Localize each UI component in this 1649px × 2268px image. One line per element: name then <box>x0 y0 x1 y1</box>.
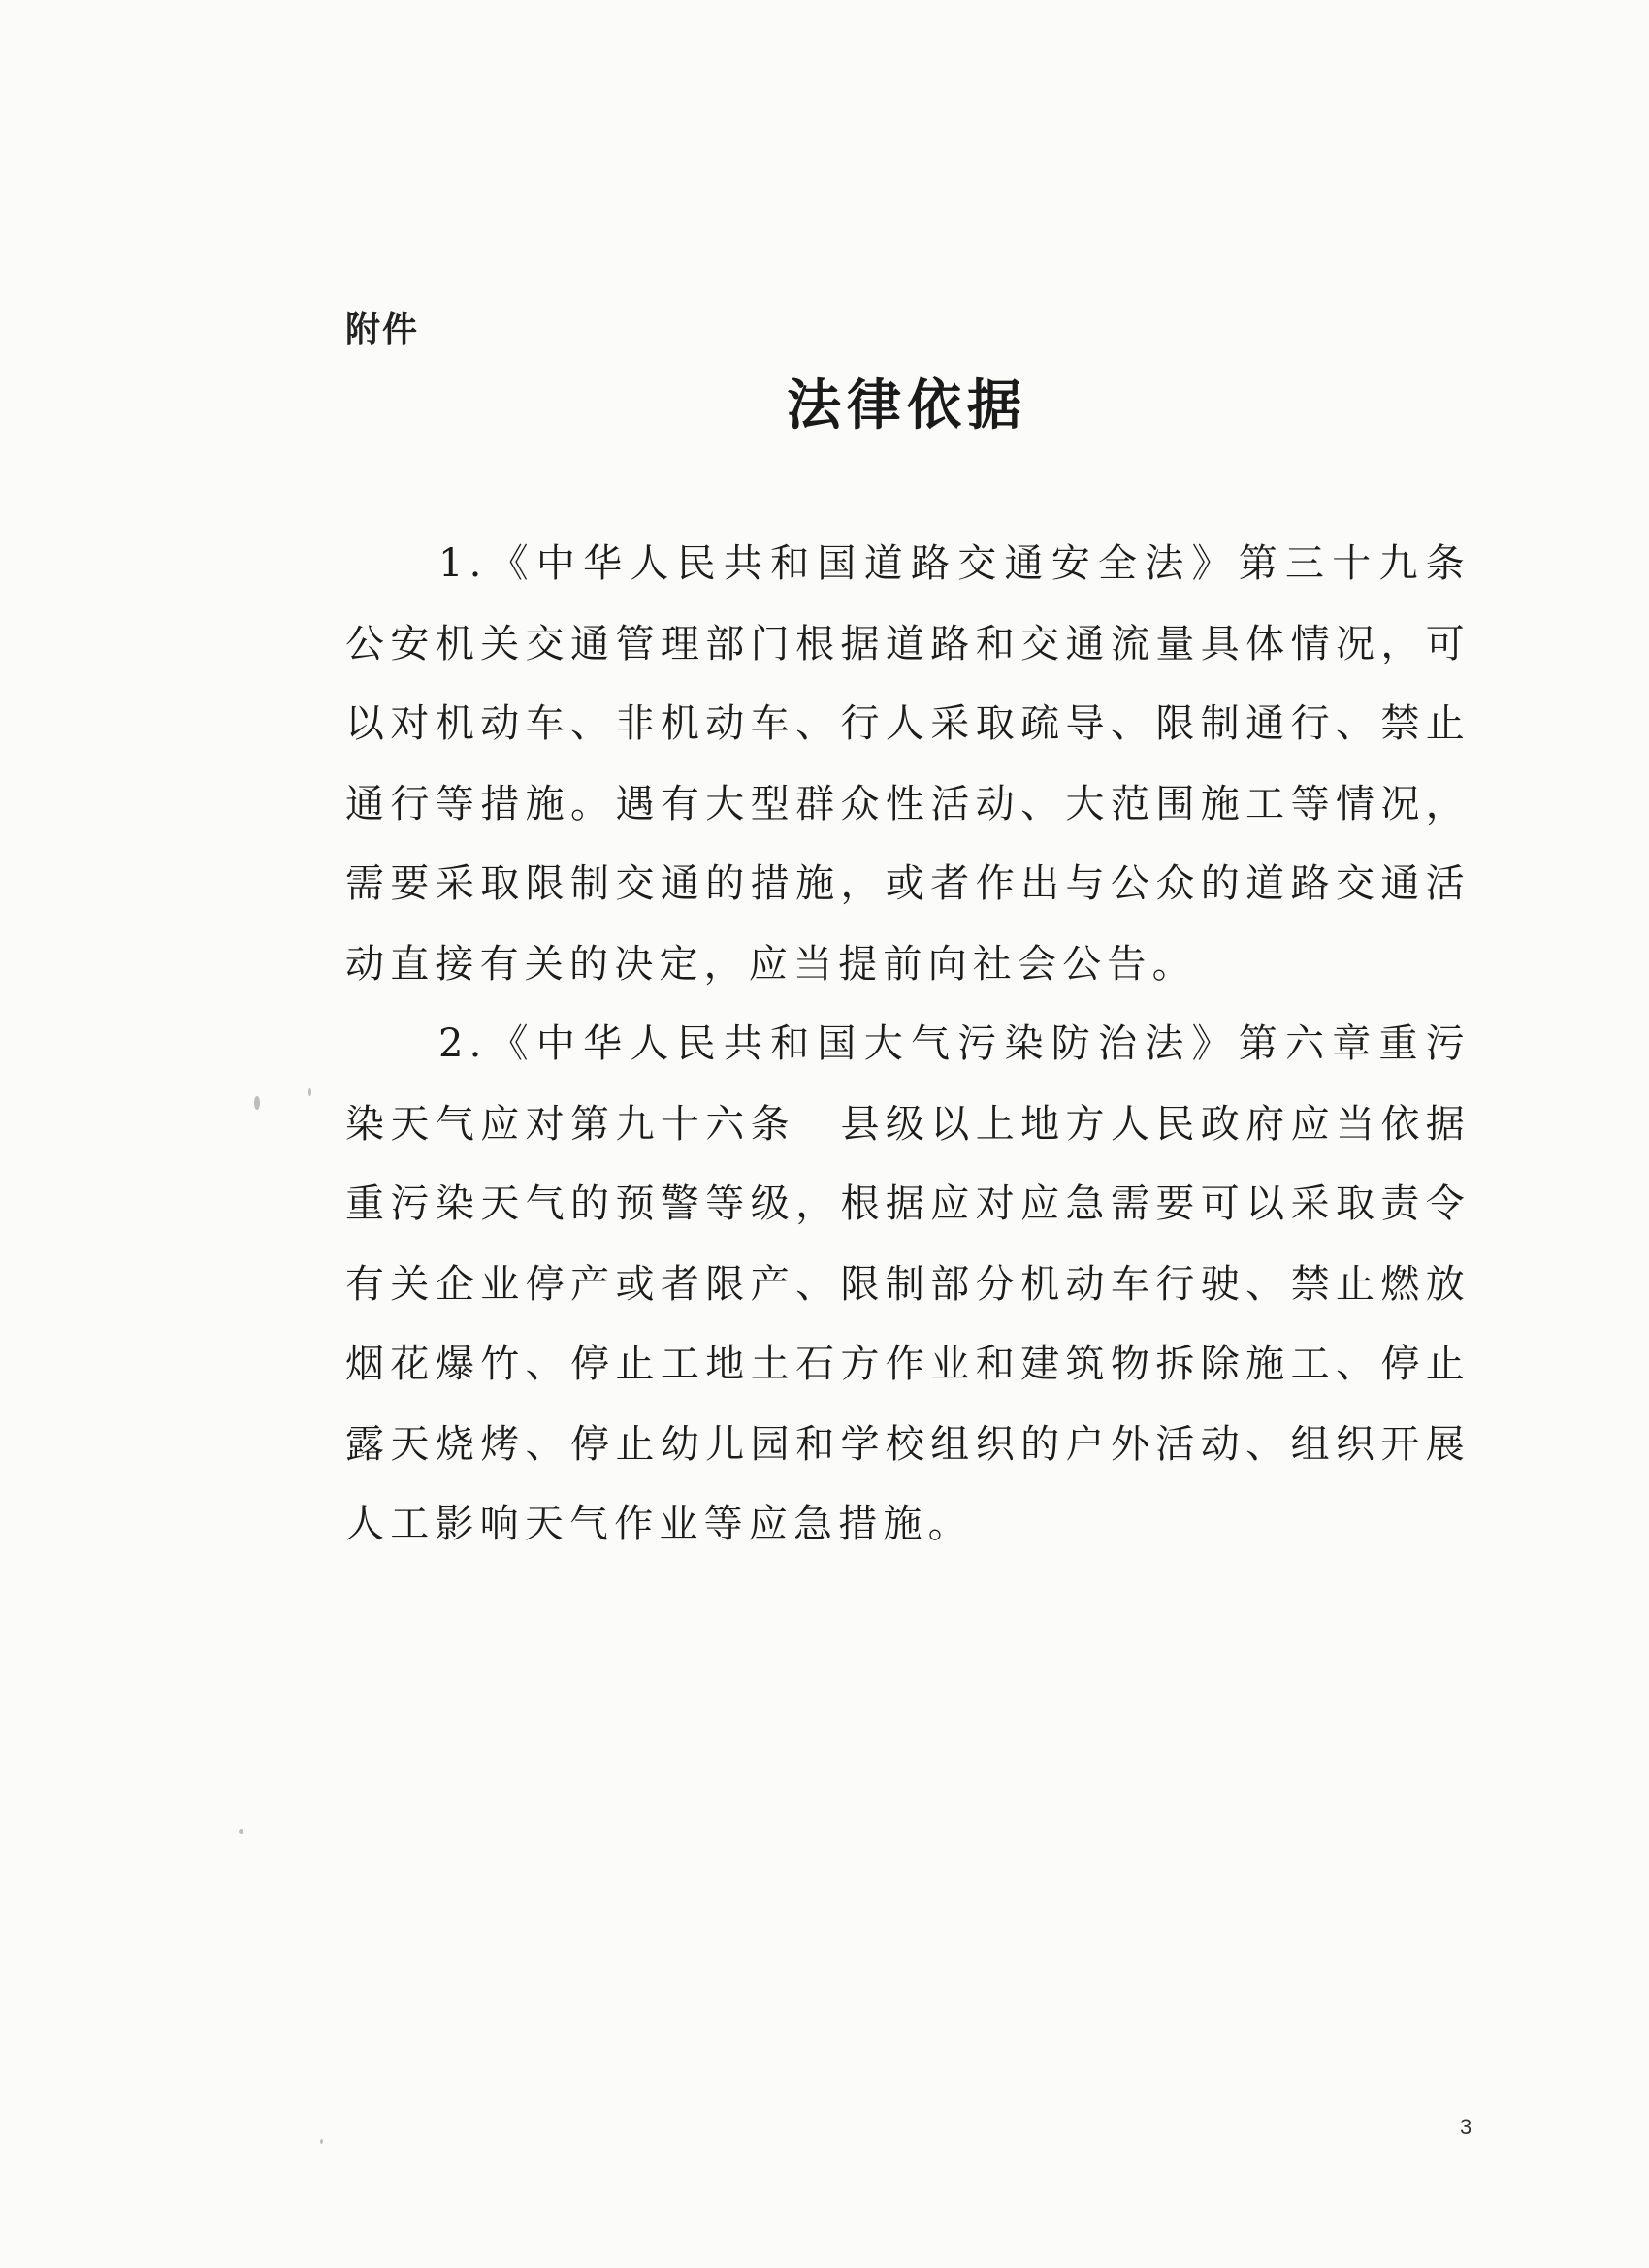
scan-speck <box>254 1096 260 1110</box>
document-title: 法律依据 <box>787 373 1027 437</box>
paragraph-road-traffic-law: 1.《中华人民共和国道路交通安全法》第三十九条 公安机关交通管理部门根据道路和交通流量具体情况，可以对机动车、非机动车、行人采取疏导、限制通行、禁止通行等措施。遇有大型群众性活动、大范围施工等情况，需要采取限制交通的措施，或者作出与公众的道路交通活动直接有关的决定，应当提前向社会公告。 <box>345 541 1471 987</box>
attachment-label: 附件 <box>345 310 420 350</box>
scan-speck <box>308 1088 311 1096</box>
page-number: 3 <box>1460 2115 1472 2139</box>
scan-speck <box>320 2139 323 2144</box>
scan-speck <box>239 1829 243 1834</box>
paragraph-air-pollution-law: 2.《中华人民共和国大气污染防治法》第六章重污染天气应对第九十六条 县级以上地方人民政府应当依据重污染天气的预警等级，根据应对应急需要可以采取责令有关企业停产或者限产、限制部分机动车行驶、禁止燃放烟花爆竹、停止工地土石方作业和建筑物拆除施工、停止露天烧烤、停止幼儿园和学校组织的户外活动、组织开展人工影响天气作业等应急措施。 <box>345 1021 1471 1546</box>
document-body <box>345 524 1471 1565</box>
